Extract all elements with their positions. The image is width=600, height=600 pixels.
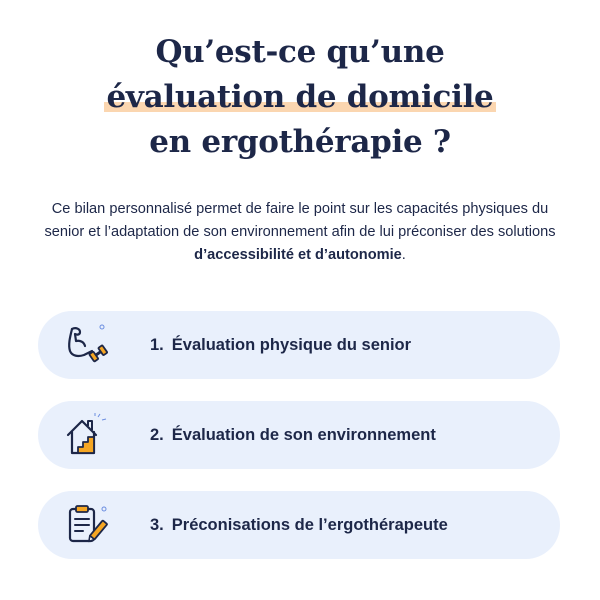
title-line-2 xyxy=(0,75,600,120)
step-number-3: 3. xyxy=(150,516,164,534)
page-title xyxy=(0,30,600,165)
clipboard-pencil-icon xyxy=(62,503,110,547)
intro-bold-text: d’accessibilité et d’autonomie xyxy=(194,247,402,263)
title-highlight: évaluation de domicile xyxy=(106,79,494,115)
intro-text: Ce bilan personnalisé permet de faire le point sur les capacités physiques du senior et l’adaptation de son environnement afin de lui préconiser des solutions xyxy=(44,201,556,240)
step-number-2: 2. xyxy=(150,426,164,444)
step-number-1: 1. xyxy=(150,336,164,354)
title-line-3: en ergothérapie ? xyxy=(149,124,451,160)
step-card-2 xyxy=(38,401,560,469)
step-label-1 xyxy=(150,311,411,379)
step-card-1 xyxy=(38,311,560,379)
step-text-3: Préconisations de l’ergothérapeute xyxy=(171,516,448,534)
intro-paragraph xyxy=(40,198,560,267)
step-label-3 xyxy=(150,491,448,559)
house-stairs-icon xyxy=(62,413,110,457)
title-line-1: Qu’est-ce qu’une xyxy=(155,34,445,70)
intro-text-end: . xyxy=(401,247,406,263)
step-label-2 xyxy=(150,401,436,469)
flexed-arm-dumbbell-icon xyxy=(62,323,110,367)
step-text-2: Évaluation de son environnement xyxy=(171,426,436,444)
step-text-1: Évaluation physique du senior xyxy=(171,336,412,354)
step-card-3 xyxy=(38,491,560,559)
